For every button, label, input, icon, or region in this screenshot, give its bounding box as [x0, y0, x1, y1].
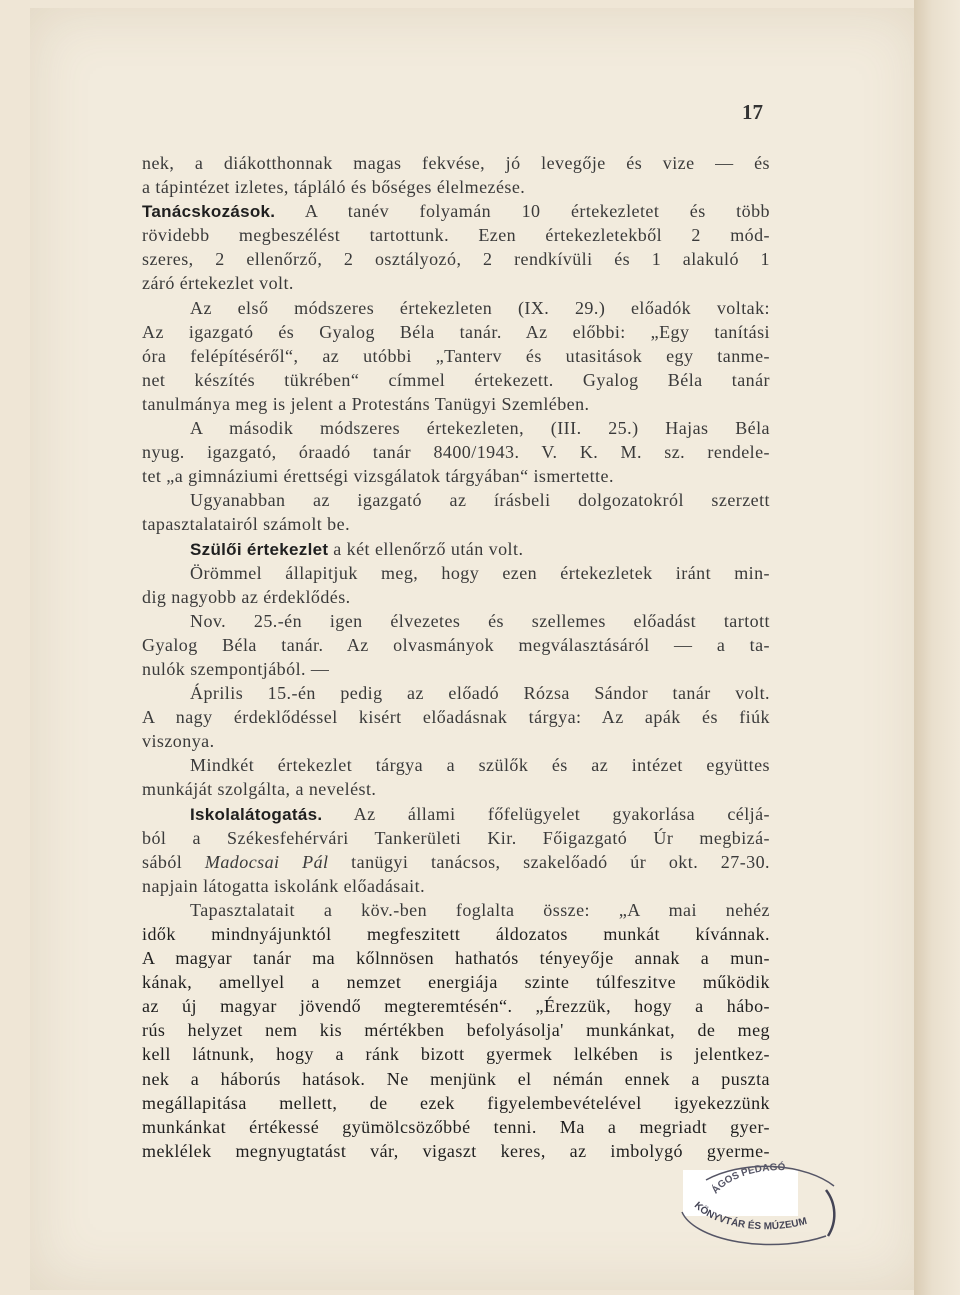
text-segment: A második módszeres értekezleten, (III. 25.) Hajas Béla [190, 418, 770, 439]
text-segment: megállapitása mellett, de ezek figyelembevételével igyekezzünk [142, 1092, 770, 1113]
text-line [142, 488, 770, 512]
text-line [142, 585, 770, 609]
text-line [142, 753, 770, 777]
text-line [142, 537, 770, 561]
page-number: 17 [742, 100, 763, 124]
text-line [142, 247, 770, 271]
text-line [142, 271, 770, 295]
text-segment: Gyalog Béla tanár. Az olvasmányok megválasztásáról — a ta- [142, 634, 770, 655]
text-segment: idők mindnyájunktól megfeszitett áldozatos munkát kívánnak. [142, 924, 770, 944]
text-segment: a tápintézet izletes, tápláló és bőséges élelmezése. [142, 177, 526, 198]
text-segment: Az első módszeres értekezleten (IX. 29.) előadók voltak: [190, 297, 770, 318]
text-line [142, 777, 770, 801]
body-text [142, 151, 770, 1163]
text-line [142, 1042, 770, 1066]
text-segment: kell látnunk, hogy a ránk bizott gyermek lelkében is jelentkez- [142, 1044, 770, 1065]
text-segment: dig nagyobb az érdeklődés. [142, 586, 351, 607]
section-heading: Szülői értekezlet [190, 539, 329, 559]
text-segment: szeres, 2 ellenőrző, 2 osztályozó, 2 rendkívüli és 1 alakuló 1 [142, 249, 770, 270]
text-segment: viszonya. [142, 731, 215, 752]
text-line [142, 392, 770, 416]
stamp-bottom-text: KÖNYVTÁR ÉS MÚZEUM [691, 1200, 809, 1233]
text-segment: munkánkat értékessé gyümölcsözőbbé tenni. Ma a megriadt gyer- [142, 1116, 770, 1137]
text-line [142, 850, 770, 874]
text-segment: Az állami főfelügyelet gyakorlása céljá- [322, 803, 770, 824]
svg-text:ÁGOS PEDAGÓ [708, 1160, 785, 1196]
text-line [142, 657, 770, 681]
text-line [142, 199, 770, 223]
text-segment: Az igazgató és Gyalog Béla tanár. Az előbbi: „Egy tanítási [142, 321, 770, 342]
svg-text:KÖNYVTÁR ÉS MÚZEUM [692, 1200, 808, 1232]
text-segment: tet „a gimnáziumi érettségi vizsgálatok tárgyában“ ismertette. [142, 466, 614, 487]
text-segment: Tapasztalatait a köv.-ben foglalta össze: „A mai nehéz [190, 899, 770, 920]
text-segment: nyug. igazgató, óraadó tanár 8400/1943. V. K. M. sz. rendele- [142, 442, 770, 463]
page-edge-shadow [914, 0, 960, 1295]
text-segment: nek a háborús hatások. Ne menjünk el némán ennek a puszta [142, 1068, 770, 1089]
text-segment: záró értekezlet volt. [142, 273, 294, 294]
text-line [142, 970, 770, 994]
section-heading: Iskolalátogatás. [190, 804, 323, 824]
text-line [142, 416, 770, 440]
text-segment: Nov. 25.-én igen élvezetes és szellemes előadást tartott [190, 610, 770, 631]
text-segment: munkáját szolgálta, a nevelést. [142, 779, 377, 800]
text-line [142, 705, 770, 729]
text-segment: nek, a diákotthonnak magas fekvése, jó levegője és vize — és [142, 153, 770, 173]
text-segment: rövidebb megbeszélést tartottunk. Ezen értekezletekből 2 mód- [142, 225, 770, 246]
text-segment: tanügyi tanácsos, szakelőadó úr okt. 27-30. [328, 851, 770, 872]
text-segment: az új magyar jövendő megteremtésén“. „Érezzük, hogy a hábo- [142, 996, 770, 1017]
text-line [142, 922, 770, 946]
text-line [142, 681, 770, 705]
text-segment: tapasztalatairól számolt be. [142, 514, 351, 535]
text-segment: Örömmel állapitjuk meg, hogy ezen értekezletek iránt min- [190, 562, 770, 583]
text-line [142, 1115, 770, 1139]
text-line [142, 440, 770, 464]
text-segment: Ugyanabban az igazgató az írásbeli dolgozatokról szerzett [190, 490, 770, 511]
library-stamp-icon [676, 1150, 848, 1250]
text-segment: Mindkét értekezlet tárgya a szülők és az intézet együttes [190, 755, 770, 776]
text-segment: ból a Székesfehérvári Tankerületi Kir. Főigazgató Úr megbizá- [142, 827, 770, 848]
text-segment: kának, amellyel a nemzet energiája szinte túlfeszitve működik [142, 972, 770, 993]
text-segment: net készítés tükrében“ címmel értekezett. Gyalog Béla tanár [142, 369, 770, 390]
text-segment: sából [142, 851, 205, 872]
text-segment: A tanév folyamán 10 értekezletet és több [275, 201, 770, 222]
text-segment: nulók szempontjából. — [142, 658, 330, 679]
text-segment: óra felépítéséről“, az utóbbi „Tanterv és utasitások egy tanme- [142, 345, 770, 366]
text-line [142, 1018, 770, 1042]
text-line [142, 368, 770, 392]
text-line [142, 223, 770, 247]
text-segment: rús helyzet nem kis mértékben befolyásolja' munkánkat, de meg [142, 1020, 770, 1041]
text-line [142, 320, 770, 344]
text-line [142, 151, 770, 175]
text-line [142, 175, 770, 199]
text-line [142, 512, 770, 536]
text-line [142, 561, 770, 585]
text-line [142, 633, 770, 657]
text-segment: napjain látogatta iskolánk előadásait. [142, 875, 426, 896]
text-segment: meklélek megnyugtatást vár, vigaszt keres, az imbolygó gyerme- [142, 1140, 770, 1161]
text-line [142, 296, 770, 320]
text-line [142, 1067, 770, 1091]
text-line [142, 946, 770, 970]
text-line [142, 1091, 770, 1115]
stamp-top-text: ÁGOS PEDAGÓ [709, 1162, 786, 1197]
text-segment: A nagy érdeklődéssel kisért előadásnak tárgya: Az apák és fiúk [142, 707, 770, 728]
text-line [142, 994, 770, 1018]
text-line [142, 874, 770, 898]
text-line [142, 609, 770, 633]
italic-name: Madocsai Pál [204, 851, 329, 872]
text-segment: a két ellenőrző után volt. [328, 538, 524, 559]
text-segment: tanulmánya meg is jelent a Protestáns Tanügyi Szemlében. [142, 393, 590, 414]
text-line [142, 344, 770, 368]
text-line [142, 464, 770, 488]
text-line [142, 802, 770, 826]
text-line [142, 729, 770, 753]
text-line [142, 826, 770, 850]
text-segment: Április 15.-én pedig az előadó Rózsa Sándor tanár volt. [190, 683, 770, 704]
section-heading: Tanácskozások. [142, 202, 276, 222]
text-segment: A magyar tanár ma kőlnnösen hathatós tényeyője annak a mun- [142, 948, 770, 969]
text-line [142, 898, 770, 922]
